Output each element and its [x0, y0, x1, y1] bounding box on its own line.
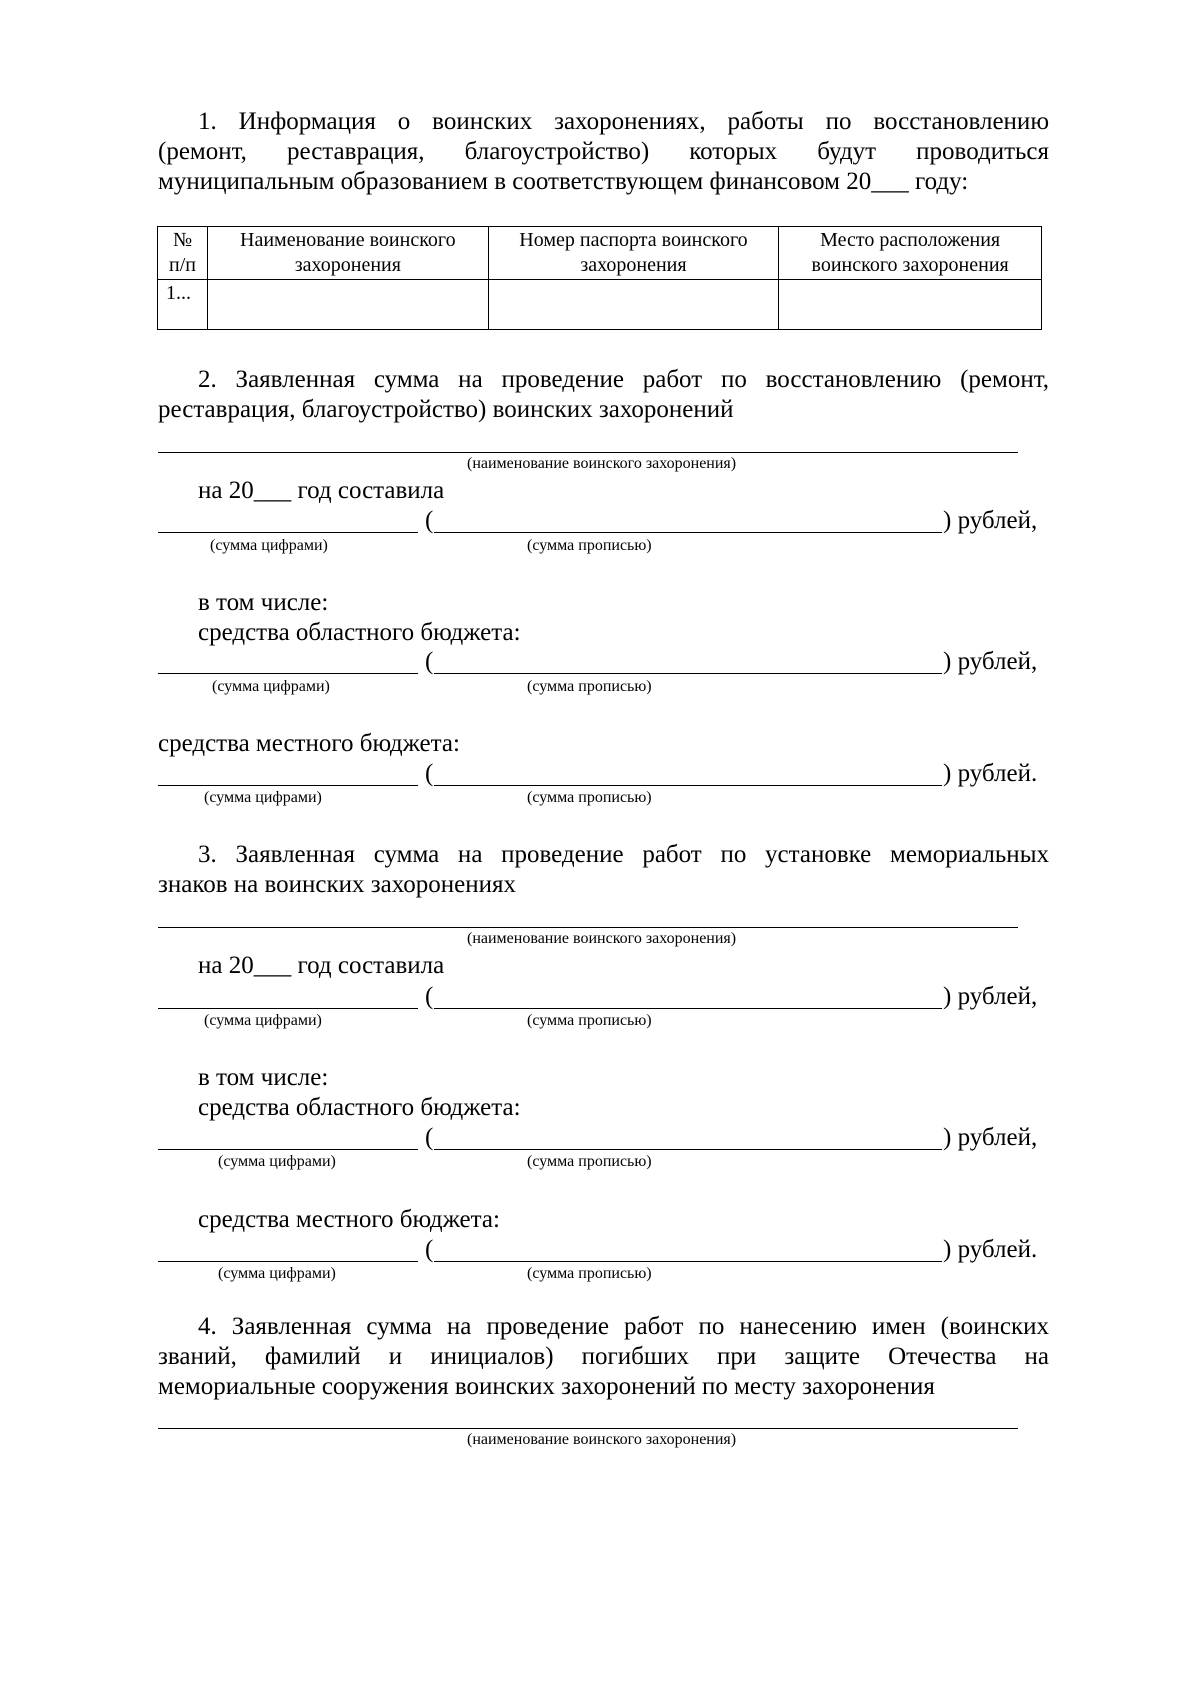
section1-heading-line3: муниципальным образованием в соответствующем финансовом 20___ году: [158, 168, 969, 195]
s3-local-caption-words: (сумма прописью) [527, 1265, 652, 1282]
section4-heading-line2: званий, фамилий и инициалов) погибших при защите Отечества на [158, 1343, 1049, 1370]
s2-local-caption-digits: (сумма цифрами) [204, 789, 322, 806]
s2-including: в том числе: [198, 589, 329, 616]
s3-regional-suffix: ) рублей, [943, 1124, 1038, 1151]
table-cell-location[interactable] [779, 280, 1042, 330]
s3-local-caption-digits: (сумма цифрами) [218, 1265, 336, 1282]
table-header-number: № п/п [158, 227, 208, 280]
table-row [158, 280, 1042, 330]
s2-regional-words-line[interactable] [434, 673, 942, 674]
s3-total-words-line[interactable] [434, 1008, 942, 1009]
s3-regional-digits-line[interactable] [158, 1149, 418, 1150]
s3-burial-name-line[interactable] [158, 927, 1018, 928]
section4-heading-line1: 4. Заявленная сумма на проведение работ по нанесению имен (воинских [198, 1313, 1049, 1340]
s2-local-suffix: ) рублей. [943, 760, 1038, 787]
s2-regional-caption-words: (сумма прописью) [527, 678, 652, 695]
section1-heading-line1: 1. Информация о воинских захоронениях, работы по восстановлению [198, 108, 1049, 135]
burials-table [157, 226, 1042, 330]
s3-local-open-paren: ( [425, 1236, 434, 1263]
s2-total-caption-digits: (сумма цифрами) [210, 537, 328, 554]
s2-regional-digits-line[interactable] [158, 673, 418, 674]
section1-heading-line2: (ремонт, реставрация, благоустройство) которых будут проводиться [158, 138, 1049, 165]
s2-regional-open-paren: ( [425, 648, 434, 675]
s3-total-caption-words: (сумма прописью) [527, 1012, 652, 1029]
s3-burial-name-caption: (наименование воинского захоронения) [467, 930, 737, 947]
s2-regional-suffix: ) рублей, [943, 648, 1038, 675]
s2-total-digits-line[interactable] [158, 532, 418, 533]
s2-local-caption-words: (сумма прописью) [527, 789, 652, 806]
s3-regional-caption-digits: (сумма цифрами) [218, 1153, 336, 1170]
s2-local-open-paren: ( [425, 760, 434, 787]
s3-local-words-line[interactable] [434, 1261, 942, 1262]
s3-local-digits-line[interactable] [158, 1261, 418, 1262]
s3-year-line: на 20___ год составила [198, 952, 445, 979]
s3-including: в том числе: [198, 1064, 329, 1091]
s2-local-digits-line[interactable] [158, 785, 418, 786]
table-cell-name[interactable] [207, 280, 488, 330]
s3-total-digits-line[interactable] [158, 1008, 418, 1009]
s3-local-suffix: ) рублей. [943, 1236, 1038, 1263]
s3-regional-words-line[interactable] [434, 1149, 942, 1150]
s2-local-label: средства местного бюджета: [158, 730, 460, 757]
s4-burial-name-line[interactable] [158, 1428, 1018, 1429]
s2-regional-label: средства областного бюджета: [198, 619, 521, 646]
s4-burial-name-caption: (наименование воинского захоронения) [467, 1431, 737, 1448]
s2-local-words-line[interactable] [434, 785, 942, 786]
table-header-name: Наименование воинского захоронения [207, 227, 488, 280]
s3-total-open-paren: ( [425, 983, 434, 1010]
s2-total-words-line[interactable] [434, 532, 942, 533]
table-header-passport: Номер паспорта воинского захоронения [488, 227, 779, 280]
table-cell-passport[interactable] [488, 280, 779, 330]
table-cell-number: 1... [158, 280, 208, 330]
s2-total-suffix: ) рублей, [943, 507, 1038, 534]
s3-regional-open-paren: ( [425, 1124, 434, 1151]
table-header-location: Место расположения воинского захоронения [779, 227, 1042, 280]
section3-heading-line2: знаков на воинских захоронениях [158, 871, 517, 898]
s3-total-suffix: ) рублей, [943, 983, 1038, 1010]
s2-regional-caption-digits: (сумма цифрами) [212, 678, 330, 695]
s2-total-open-paren: ( [425, 507, 434, 534]
s3-total-caption-digits: (сумма цифрами) [204, 1012, 322, 1029]
section4-heading-line3: мемориальные сооружения воинских захоронений по месту захоронения [158, 1373, 935, 1400]
s3-regional-caption-words: (сумма прописью) [527, 1153, 652, 1170]
section3-heading-line1: 3. Заявленная сумма на проведение работ по установке мемориальных [198, 841, 1049, 868]
s2-total-caption-words: (сумма прописью) [527, 537, 652, 554]
s2-burial-name-line[interactable] [158, 452, 1018, 453]
s2-burial-name-caption: (наименование воинского захоронения) [467, 455, 737, 472]
s2-year-line: на 20___ год составила [198, 477, 445, 504]
section2-heading-line1: 2. Заявленная сумма на проведение работ по восстановлению (ремонт, [198, 366, 1049, 393]
section2-heading-line2: реставрация, благоустройство) воинских захоронений [158, 396, 734, 423]
s3-local-label: средства местного бюджета: [198, 1206, 500, 1233]
table-header-row [158, 227, 1042, 280]
s3-regional-label: средства областного бюджета: [198, 1094, 521, 1121]
